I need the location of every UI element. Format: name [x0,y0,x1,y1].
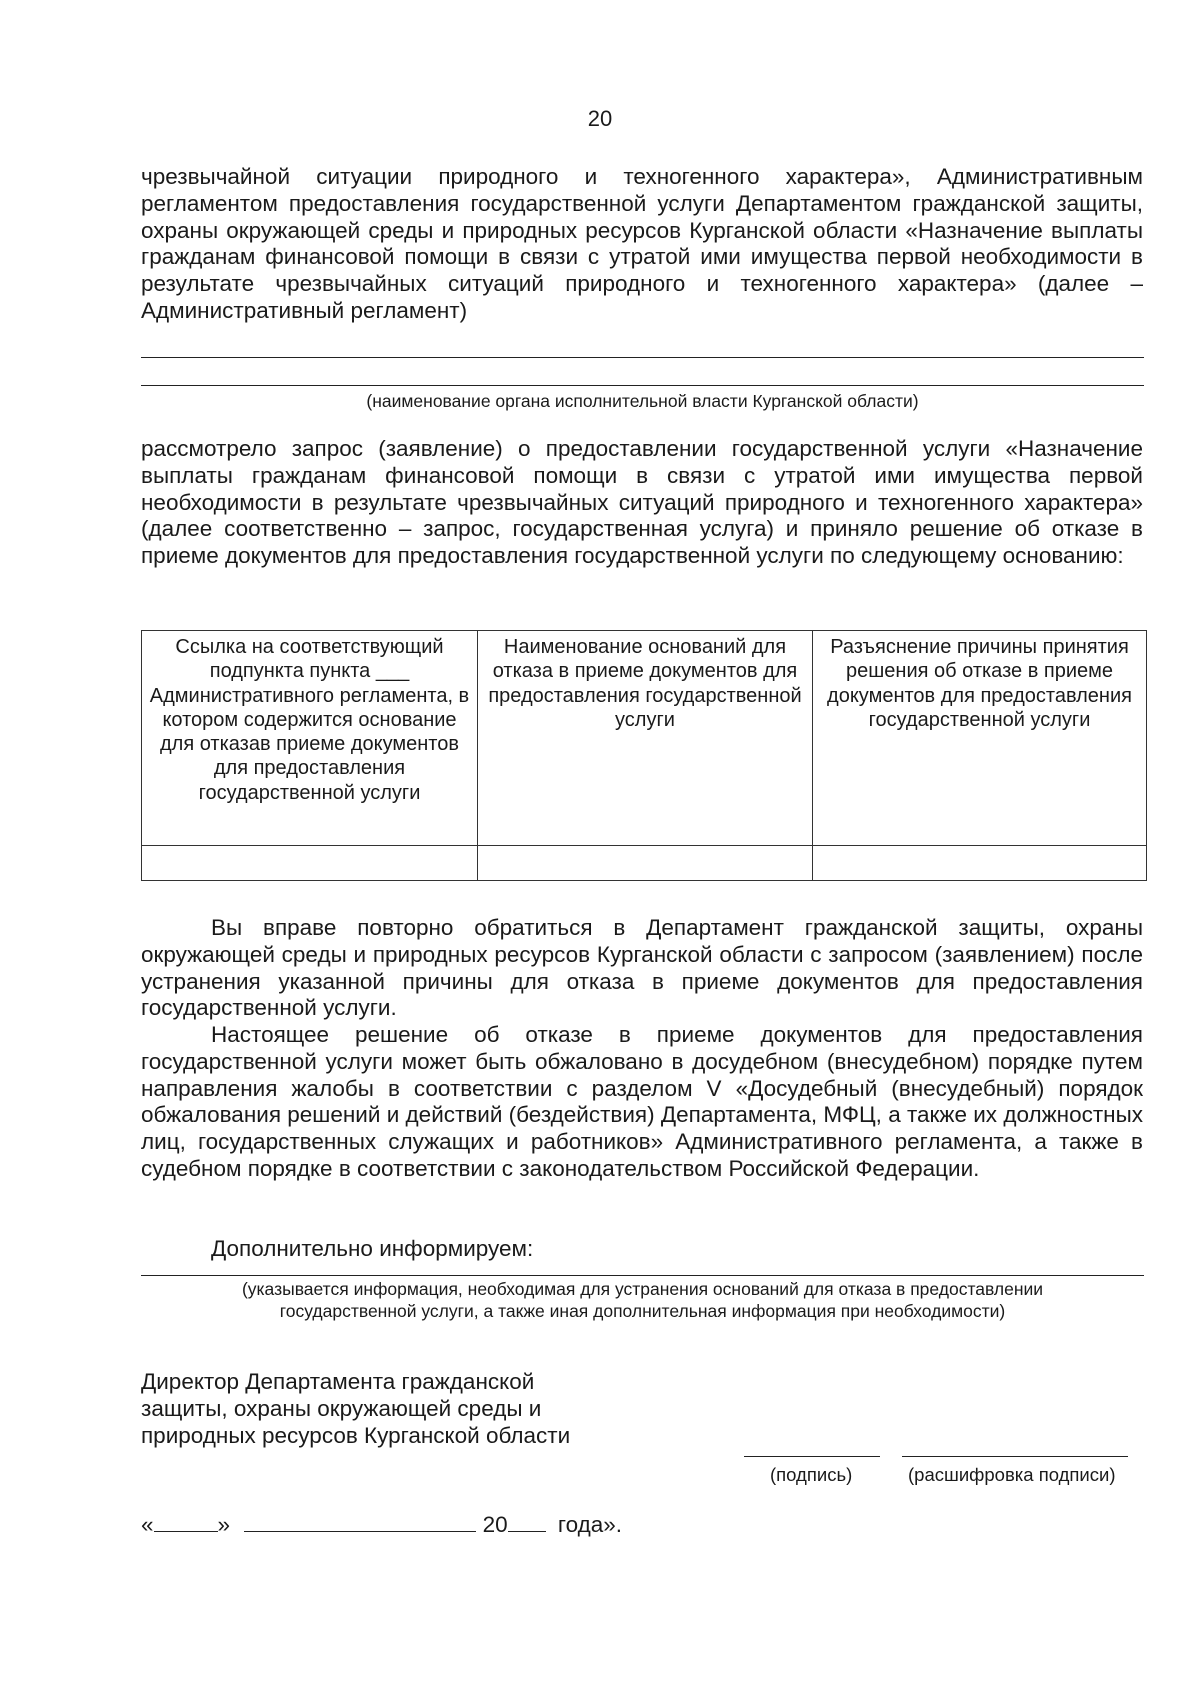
date-open-quote: « [141,1512,154,1537]
signatory-line: природных ресурсов Курганской области [141,1423,571,1448]
additional-info-caption-1: (указывается информация, необходимая для устранения оснований для отказа в предоставлении [241,1279,1044,1299]
signature-decryption-line [902,1456,1128,1457]
year-prefix: 20 [482,1512,508,1537]
additional-info-caption-2: государственной услуги, а также иная дополнительная информация при необходимости) [279,1301,1006,1321]
signatory-line: Директор Департамента гражданской [141,1369,535,1394]
header-reference: Ссылка на соответствующий подпункта пункта ___ Административного регламента, в котором содержится основание для отказав приеме документов для предоставления государственной услуги [142,631,478,846]
year-blank [508,1511,546,1532]
table-header-row [142,631,1147,846]
signatory-title [141,1368,621,1449]
decision-paragraph: рассмотрело запрос (заявление) о предоставлении государственной услуги «Назначение выплаты гражданам финансовой помощи в связи с утратой ими имущества первой необходимости в результате чрезвычайных ситуаций природного и техногенного характера» (далее соответственно – запрос, государственная услуга) и приняло решение об отказе в приеме документов для предоставления государственной услуги по следующему основанию: [141,436,1143,569]
signature-decryption-label: (расшифровка подписи) [908,1464,1116,1485]
authority-line-2 [141,385,1144,386]
additional-info-line [141,1275,1144,1276]
authority-line-1 [141,357,1144,358]
date-line [141,1511,622,1538]
header-grounds: Наименование оснований для отказа в приеме документов для предоставления государственной услуги [478,631,813,846]
page-number: 20 [587,106,613,131]
day-blank [154,1511,218,1532]
table-cell [813,846,1147,881]
table-cell [142,846,478,881]
table-row [142,846,1147,881]
complaint-paragraph: Настоящее решение об отказе в приеме документов для предоставления государственной услуги может быть обжаловано в досудебном (внесудебном) порядке путем направления жалобы в соответствии с разделом V «Досудебный (внесудебный) порядок обжалования решений и действий (бездействия) Департамента, МФЦ, а также их должностных лиц, государственных служащих и работников» Административного регламента, а также в судебном порядке в соответствии с законодательством Российской Федерации. [141,1022,1143,1181]
refusal-reasons-table [141,630,1147,881]
signature-line [744,1456,880,1457]
appeal-paragraph: Вы вправе повторно обратиться в Департамент гражданской защиты, охраны окружающей среды и природных ресурсов Курганской области с запросом (заявлением) после устранения указанной причины для отказа в приеме документов для предоставления государственной услуги. [141,915,1143,1021]
date-close-quote: » [217,1512,231,1537]
additional-info-label: Дополнительно информируем: [211,1236,534,1261]
table-cell [478,846,813,881]
month-blank [244,1511,476,1532]
intro-paragraph: чрезвычайной ситуации природного и техногенного характера», Административным регламентом предоставления государственной услуги Департаментом гражданской защиты, охраны окружающей среды и природных ресурсов Курганской области «Назначение выплаты гражданам финансовой помощи в связи с утратой ими имущества первой необходимости в результате чрезвычайных ситуаций природного и техногенного характера» (далее – Административный регламент) [141,164,1143,323]
signatory-line: защиты, охраны окружающей среды и [141,1396,542,1421]
signature-label: (подпись) [770,1464,853,1485]
header-explanation: Разъяснение причины принятия решения об отказе в приеме документов для предоставления государственной услуги [813,631,1147,846]
authority-caption: (наименование органа исполнительной власти Курганской области) [366,391,919,411]
date-suffix: года». [557,1512,622,1537]
